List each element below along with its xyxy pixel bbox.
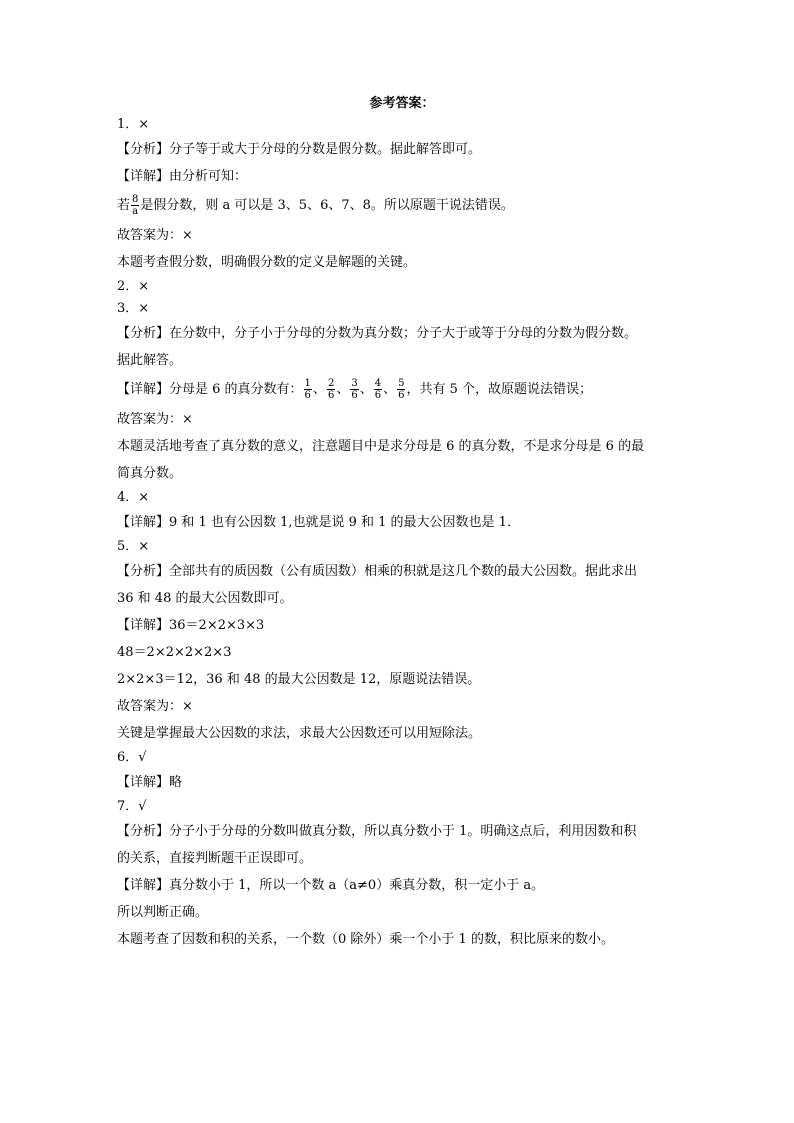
answer-6: 6．√	[117, 750, 147, 765]
answer-7: 7．√	[117, 799, 147, 814]
numerator: 1	[304, 378, 311, 389]
analysis-7-cont: 的关系，直接判断题干正误即可。	[117, 851, 313, 866]
analysis-3-cont: 据此解答。	[117, 353, 183, 368]
answer-line-5: 故答案为：×	[117, 699, 193, 714]
detail-4: 【详解】9 和 1 也有公因数 1,也就是说 9 和 1 的最大公因数也是 1．	[117, 515, 520, 530]
page-title: 参考答案：	[369, 96, 435, 111]
text-prefix: 【详解】分母是 6 的真分数有：	[117, 382, 303, 397]
fraction-5-6	[397, 378, 405, 401]
fraction-3-6	[350, 378, 358, 401]
separator: 、	[336, 382, 350, 397]
detail-1: 【详解】由分析可知：	[117, 169, 248, 184]
analysis-3: 【分析】在分数中，分子小于分母的分数为真分数；分子大于或等于分母的分数为假分数。	[117, 326, 638, 341]
text-suffix: ，共有 5 个，故原题说法错误；	[406, 382, 593, 397]
denominator: 6	[304, 390, 311, 401]
numerator: 8	[132, 194, 139, 205]
detail-5-line-2: 48＝2×2×2×2×3	[117, 645, 232, 660]
answer-sheet	[117, 94, 687, 953]
text-prefix: 若	[117, 198, 131, 213]
denominator: 6	[374, 390, 382, 401]
answer-5: 5．×	[117, 539, 150, 554]
separator: 、	[359, 382, 373, 397]
numerator: 4	[374, 378, 382, 389]
separator: 、	[383, 382, 397, 397]
answer-1: 1．×	[117, 117, 150, 132]
analysis-1: 【分析】分子等于或大于分母的分数是假分数。据此解答即可。	[117, 142, 482, 157]
numerator: 5	[398, 378, 405, 389]
answer-3: 3．×	[117, 301, 150, 316]
denominator: 6	[327, 390, 335, 401]
detail-6: 【详解】略	[117, 775, 183, 790]
fraction-1-6	[304, 378, 312, 401]
analysis-5-cont: 36 和 48 的最大公因数即可。	[117, 591, 293, 606]
summary-3: 本题灵活地考查了真分数的意义，注意题目中是求分母是 6 的真分数，不是求分母是 6 的最	[117, 439, 645, 454]
summary-1: 本题考查假分数，明确假分数的定义是解题的关键。	[117, 255, 417, 270]
summary-3-cont: 简真分数。	[117, 466, 183, 481]
summary-5: 关键是掌握最大公因数的求法，求最大公因数还可以用短除法。	[117, 726, 482, 741]
numerator: 2	[327, 378, 335, 389]
denominator: 6	[351, 390, 358, 401]
detail-7-cont: 所以判断正确。	[117, 905, 209, 920]
text-suffix: 是假分数，则 a 可以是 3、5、6、7、8。所以原题干说法错误。	[140, 198, 514, 213]
detail-7: 【详解】真分数小于 1，所以一个数 a（a≠0）乘真分数，积一定小于 a。	[117, 878, 545, 893]
denominator: a	[132, 206, 139, 217]
answer-line-3: 故答案为：×	[117, 412, 193, 427]
detail-1-fraction-line	[117, 190, 687, 222]
denominator: 6	[398, 390, 405, 401]
fraction-4-6	[374, 378, 382, 401]
analysis-7: 【分析】分子小于分母的分数叫做真分数，所以真分数小于 1。明确这点后，利用因数和积	[117, 824, 637, 839]
fraction-2-6	[327, 378, 335, 401]
detail-5-line-3: 2×2×3＝12，36 和 48 的最大公因数是 12，原题说法错误。	[117, 672, 481, 687]
fraction-8-over-a	[131, 194, 139, 217]
separator: 、	[312, 382, 326, 397]
answer-2: 2．×	[117, 279, 150, 294]
detail-5: 【详解】36＝2×2×3×3	[117, 618, 265, 633]
detail-3-fractions-line	[117, 374, 687, 406]
answer-4: 4．×	[117, 490, 150, 505]
analysis-5: 【分析】全部共有的质因数（公有质因数）相乘的积就是这几个数的最大公因数。据此求出	[117, 564, 638, 579]
summary-7: 本题考查了因数和积的关系，一个数（0 除外）乘一个小于 1 的数，积比原来的数小。	[117, 932, 614, 947]
numerator: 3	[351, 378, 358, 389]
answer-line-1: 故答案为：×	[117, 228, 193, 243]
